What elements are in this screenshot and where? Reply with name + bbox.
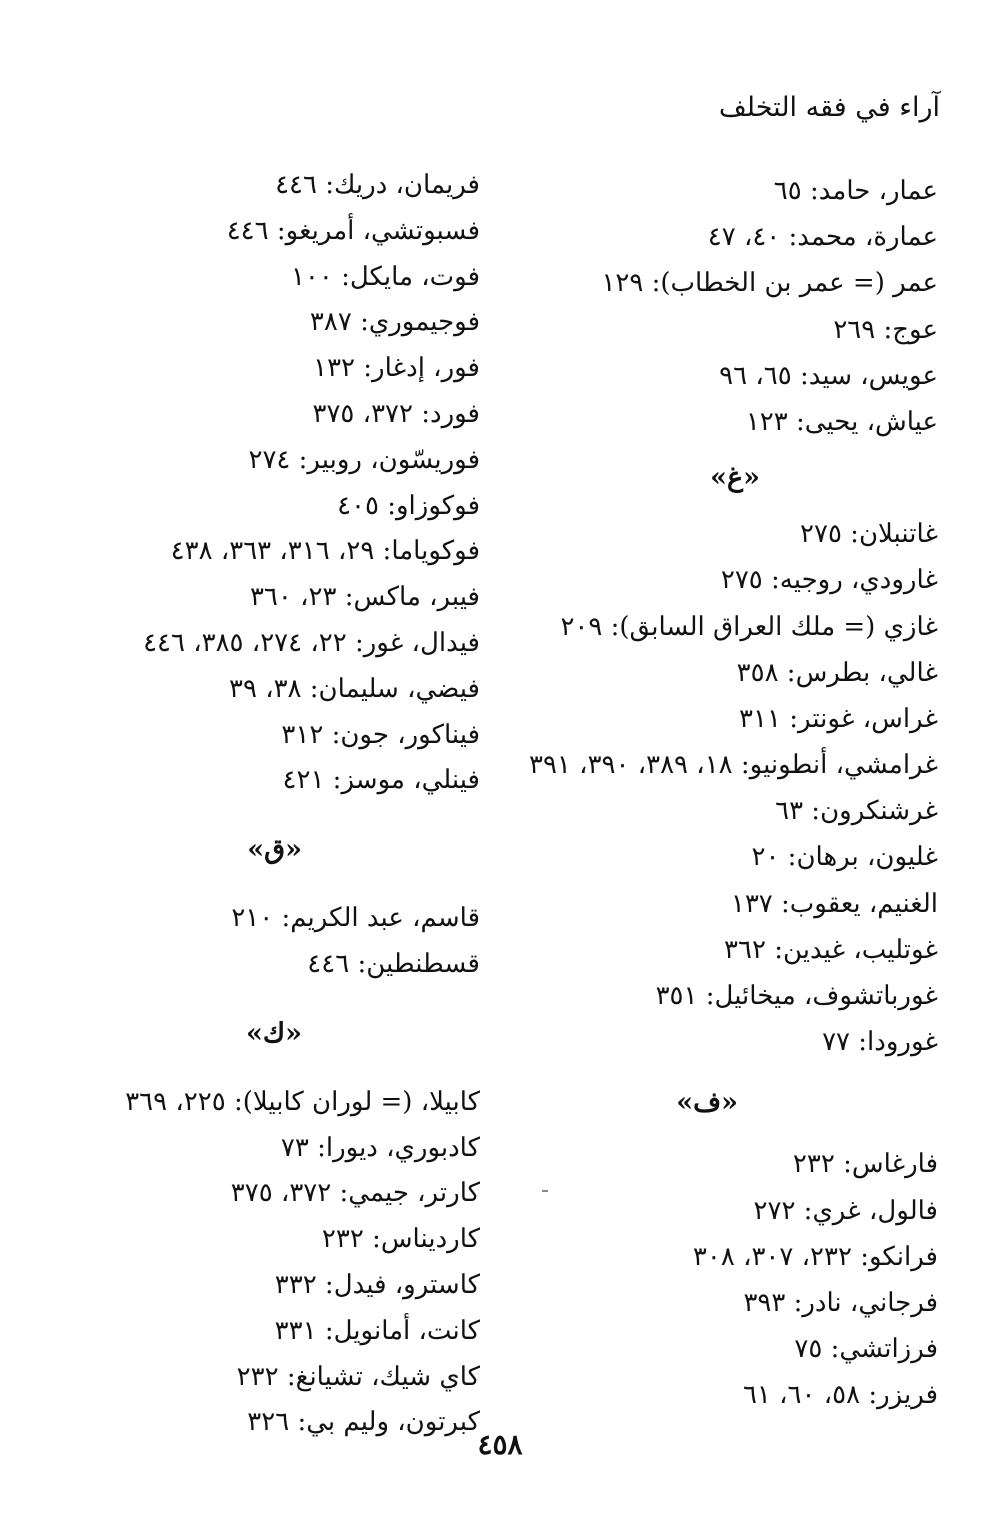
index-entry: كبرتون، وليم بي: ٣٢٦: [247, 1407, 480, 1438]
index-entry: غازي (= ملك العراق السابق): ٢٠٩: [560, 611, 938, 642]
index-entry: غارودي، روجيه: ٢٧٥: [720, 565, 938, 596]
index-entry: عوج: ٢٦٩: [833, 314, 938, 345]
index-column-left: [40, 163, 480, 1446]
index-entry: فريمان، دريك: ٤٤٦: [275, 170, 480, 200]
index-entry: غراس، غونتر: ٣١١: [739, 703, 938, 734]
index-entry: فرزاتشي: ٧٥: [794, 1334, 938, 1365]
index-entry: فيدال، غور: ٢٢، ٢٧٤، ٣٨٥، ٤٤٦: [143, 627, 480, 658]
section-header-qaf: «ق»: [247, 834, 302, 866]
index-entry: غليون، برهان: ٢٠: [751, 842, 938, 873]
index-entry: فالول، غري: ٢٧٢: [753, 1195, 938, 1226]
index-entry: عمارة، محمد: ٤٠، ٤٧: [707, 222, 938, 253]
index-entry: كانت، أمانويل: ٣٣١: [274, 1315, 480, 1346]
index-entry: غرشنكرون: ٦٣: [775, 796, 938, 827]
page-number: ٤٥٨: [477, 1428, 523, 1461]
index-entry: كاي شيك، تشيانغ: ٢٣٢: [236, 1361, 480, 1392]
index-entry: عويس، سيد: ٦٥، ٩٦: [719, 360, 938, 391]
index-entry: فوت، مايكل: ١٠٠: [290, 261, 480, 292]
index-entry: عمار، حامد: ٦٥: [773, 176, 938, 206]
index-entry: قسطنطين: ٤٤٦: [307, 948, 480, 979]
index-entry: غورودا: ٧٧: [822, 1027, 938, 1058]
running-title: آراء في فقه التخلف: [718, 92, 940, 123]
index-entry: كارتر، جيمي: ٣٧٢، ٣٧٥: [230, 1178, 480, 1209]
index-entry: فريزر: ٥٨، ٦٠، ٦١: [742, 1380, 938, 1411]
section-header-fa: «ف»: [676, 1087, 738, 1119]
index-entry: فارغاس: ٢٣٢: [792, 1149, 938, 1180]
index-entry: فوريسّون، روبير: ٢٧٤: [248, 444, 480, 475]
section-header-kaf: «ك»: [245, 1017, 302, 1049]
index-entry: فيضي، سليمان: ٣٨، ٣٩: [229, 673, 480, 704]
index-entry: كابيلا، (= لوران كابيلا): ٢٢٥، ٣٦٩: [125, 1086, 480, 1117]
index-entry: فوكوزاو: ٤٠٥: [337, 490, 480, 521]
index-entry: كارديناس: ٢٣٢: [321, 1224, 480, 1255]
index-entry: عمر (= عمر بن الخطاب): ١٢٩: [601, 268, 938, 299]
section-header-ghain: «غ»: [710, 462, 760, 494]
index-entry: فيناكور، جون: ٣١٢: [281, 719, 480, 750]
index-entry: فرجاني، نادر: ٣٩٣: [743, 1287, 938, 1318]
index-entry: غورباتشوف، ميخائيل: ٣٥١: [655, 981, 938, 1011]
index-column-right: [488, 168, 938, 1419]
index-entry: فرانكو: ٢٣٢، ٣٠٧، ٣٠٨: [692, 1241, 938, 1272]
print-speck: [542, 1190, 548, 1192]
index-entry: غرامشي، أنطونيو: ١٨، ٣٨٩، ٣٩٠، ٣٩١: [529, 750, 938, 781]
index-entry: فينلي، موسز: ٤٢١: [282, 765, 480, 796]
index-entry: كاسترو، فيدل: ٣٣٢: [274, 1269, 480, 1300]
index-entry: فيبر، ماكس: ٢٣، ٣٦٠: [249, 582, 480, 613]
index-entry: قاسم، عبد الكريم: ٢١٠: [231, 903, 480, 934]
index-entry: غوتليب، غيدين: ٣٦٢: [724, 934, 938, 965]
index-entry: فوجيموري: ٣٨٧: [309, 307, 480, 338]
index-entry: غالي، بطرس: ٣٥٨: [736, 657, 938, 688]
index-entry: كادبوري، ديورا: ٧٣: [280, 1132, 480, 1163]
index-entry: فسبوتشي، أمريغو: ٤٤٦: [226, 215, 480, 246]
index-entry: عياش، يحيى: ١٢٣: [745, 406, 938, 437]
index-entry: فور، إدغار: ١٣٢: [313, 353, 480, 384]
index-entry: الغنيم، يعقوب: ١٣٧: [730, 888, 938, 919]
index-entry: فوكوياما: ٢٩، ٣١٦، ٣٦٣، ٤٣٨: [170, 536, 480, 567]
index-entry: غاتنبلان: ٢٧٥: [800, 519, 938, 550]
index-entry: فورد: ٣٧٢، ٣٧٥: [312, 398, 480, 429]
